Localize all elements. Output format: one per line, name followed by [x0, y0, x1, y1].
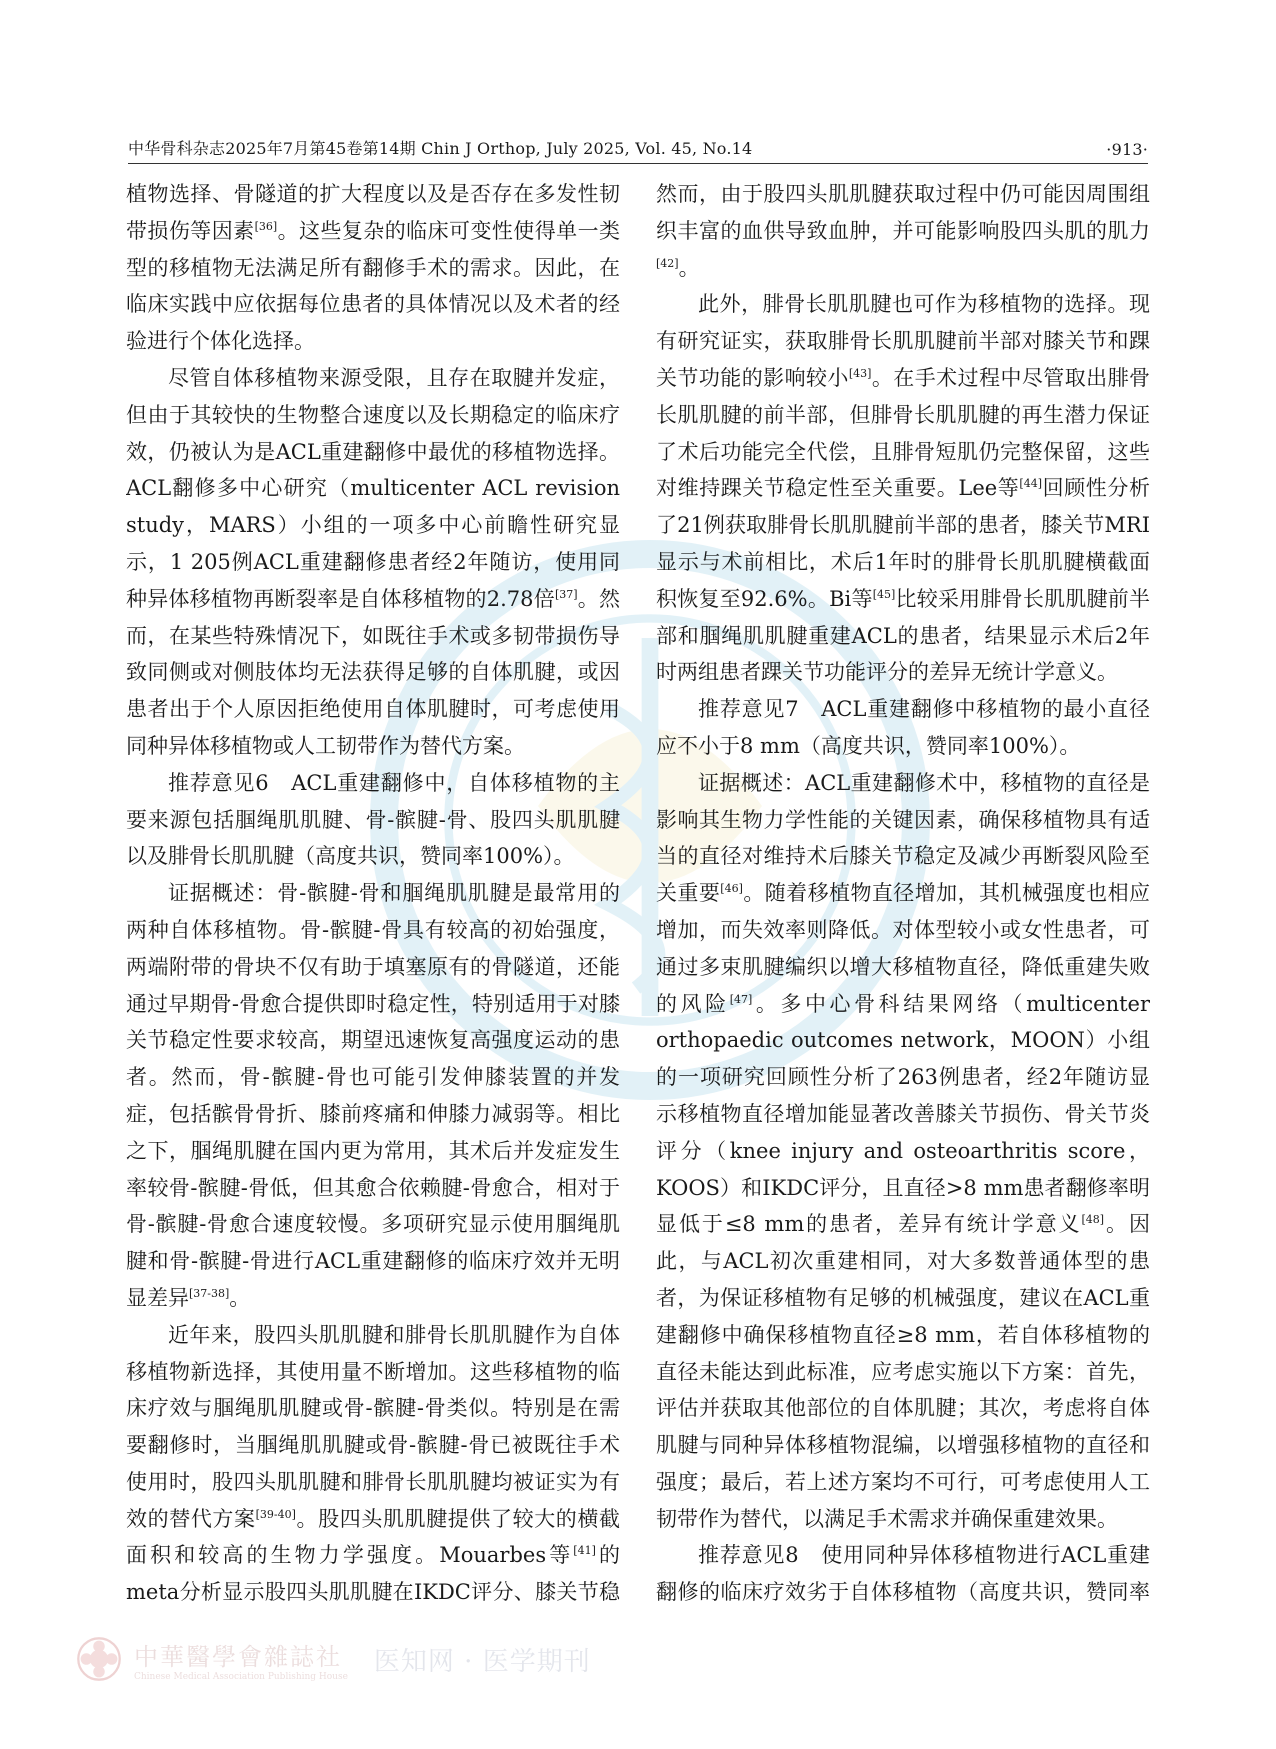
paragraph: 近年来，股四头肌肌腱和腓骨长肌肌腱作为自体移植物新选择，其使用量不断增加。这些移植物的临床疗效与腘绳肌肌腱或骨-髌腱-骨类似。特别是在需要翻修时，当腘绳肌肌腱或骨-髌腱-骨已被既往手术使用时，股四头肌肌腱和腓骨长肌肌腱均被证实为有效的替代方案[39-40]。股四头肌肌腱提供了较大的横截面积和较高的生物力学强度。Mouarbes等[41]的meta分析显示股四头肌肌腱在IKDC评分、膝关节稳 — [126, 1322, 620, 1605]
paragraph: 尽管自体移植物来源受限，且存在取腱并发症，但由于其较快的生物整合速度以及长期稳定的临床疗效，仍被认为是ACL重建翻修中最优的移植物选择。ACL翻修多中心研究（multicenter ACL revision study，MARS）小组的一项多中心前瞻性研究显示，1 205例ACL重建翻修患者经2年随访，使用同种异体移植物再断裂率是自体移植物的2.78倍[37]。然而，在某些特殊情况下，如既往手术或多韧带损伤导致同侧或对侧肢体均无法获得足够的自体肌腱，或因患者出于个人原因拒绝使用自体肌腱时，可考虑使用同种异体移植物或人工韧带作为替代方案。 — [126, 365, 620, 758]
brand-watermark: 医知网 · 医学期刊 — [373, 1646, 591, 1677]
paragraph: 证据概述：ACL重建翻修术中，移植物的直径是影响其生物力学性能的关键因素，确保移植物具有适当的直径对维持术后膝关节稳定及减少再断裂风险至关重要[46]。随着移植物直径增加，其机械强度也相应增加，而失效率则降低。对体型较小或女性患者，可通过多束肌腱编织以增大移植物直径，降低重建失败的风险[47]。多中心骨科结果网络（multicenter orthopaedic outcomes network，MOON）小组的一项研究回顾性分析了263例患者，经2年随访显示移植物直径增加能显著改善膝关节损伤、骨关节炎评分（knee injury and osteoarthritis score，KOOS）和IKDC评分，且直径>8 mm患者翻修率明显低于≤8 mm的患者，差异有统计学意义[48]。因此，与ACL初次重建相同，对大多数普通体型的患者，为保证移植物有足够的机械强度，建议在ACL重建翻修中确保移植物直径≥8 mm，若自体移植物的直径未能达到此标准，应考虑实施以下方案：首先，评估并获取其他部位的自体肌腱；其次，考虑将自体肌腱与同种异体移植物混编，以增强移植物的直径和强度；最后，若上述方案均不可行，可考虑使用人工韧带作为替代，以满足手术需求并确保重建效果。 — [656, 770, 1150, 1531]
paragraph: 此外，腓骨长肌肌腱也可作为移植物的选择。现有研究证实，获取腓骨长肌肌腱前半部对膝关节和踝关节功能的影响较小[43]。在手术过程中尽管取出腓骨长肌肌腱的前半部，但腓骨长肌肌腱的再生潜力保证了术后功能完全代偿，且腓骨短肌仍完整保留，这些对维持踝关节稳定性至关重要。Lee等[44]回顾性分析了21例获取腓骨长肌肌腱前半部的患者，膝关节MRI显示与术前相比，术后1年时的腓骨长肌肌腱横截面积恢复至92.6%。Bi等[45]比较采用腓骨长肌肌腱前半部和腘绳肌肌腱重建ACL的患者，结果显示术后2年时两组患者踝关节功能评分的差异无统计学意义。 — [656, 292, 1150, 685]
running-header — [128, 138, 1148, 164]
left-column — [126, 176, 620, 1616]
right-column — [656, 176, 1150, 1616]
paragraph: 证据概述：骨-髌腱-骨和腘绳肌肌腱是最常用的两种自体移植物。骨-髌腱-骨具有较高的初始强度，两端附带的骨块不仅有助于填塞原有的骨隧道，还能通过早期骨-骨愈合提供即时稳定性，特别适用于对膝关节稳定性要求较高，期望迅速恢复高强度运动的患者。然而，骨-髌腱-骨也可能引发伸膝装置的并发症，包括髌骨骨折、膝前疼痛和伸膝力减弱等。相比之下，腘绳肌腱在国内更为常用，其术后并发症发生率较骨-髌腱-骨低，但其愈合依赖腱-骨愈合，相对于骨-髌腱-骨愈合速度较慢。多项研究显示使用腘绳肌腱和骨-髌腱-骨进行ACL重建翻修的临床疗效并无明显差异[37-38]。 — [126, 881, 620, 1310]
page-number: ·913· — [1106, 140, 1148, 159]
recommendation-8: 推荐意见8 使用同种异体移植物进行ACL重建翻修的临床疗效劣于自体移植物（高度共识，赞同率 — [656, 1543, 1150, 1605]
paragraph: 然而，由于股四头肌肌腱获取过程中仍可能因周围组织丰富的血供导致血肿，并可能影响股四头肌的肌力[42]。 — [656, 182, 1150, 280]
publisher-footer — [76, 1636, 591, 1682]
paragraph: 植物选择、骨隧道的扩大程度以及是否存在多发性韧带损伤等因素[36]。这些复杂的临床可变性使得单一类型的移植物无法满足所有翻修手术的需求。因此，在临床实践中应依据每位患者的具体情况以及术者的经验进行个体化选择。 — [126, 182, 620, 354]
recommendation-7: 推荐意见7 ACL重建翻修中移植物的最小直径应不小于8 mm（高度共识，赞同率100%）。 — [656, 697, 1150, 758]
publisher-name: 中華醫學會雜誌社 Chinese Medical Association Publishing House — [134, 1642, 348, 1682]
journal-info: 中华骨科杂志2025年7月第45卷第14期 Chin J Orthop, July 2025, Vol. 45, No.14 — [128, 139, 753, 158]
recommendation-6: 推荐意见6 ACL重建翻修中，自体移植物的主要来源包括腘绳肌肌腱、骨-髌腱-骨、股四头肌肌腱以及腓骨长肌肌腱（高度共识，赞同率100%）。 — [126, 770, 620, 869]
publisher-logo-icon — [76, 1636, 122, 1682]
